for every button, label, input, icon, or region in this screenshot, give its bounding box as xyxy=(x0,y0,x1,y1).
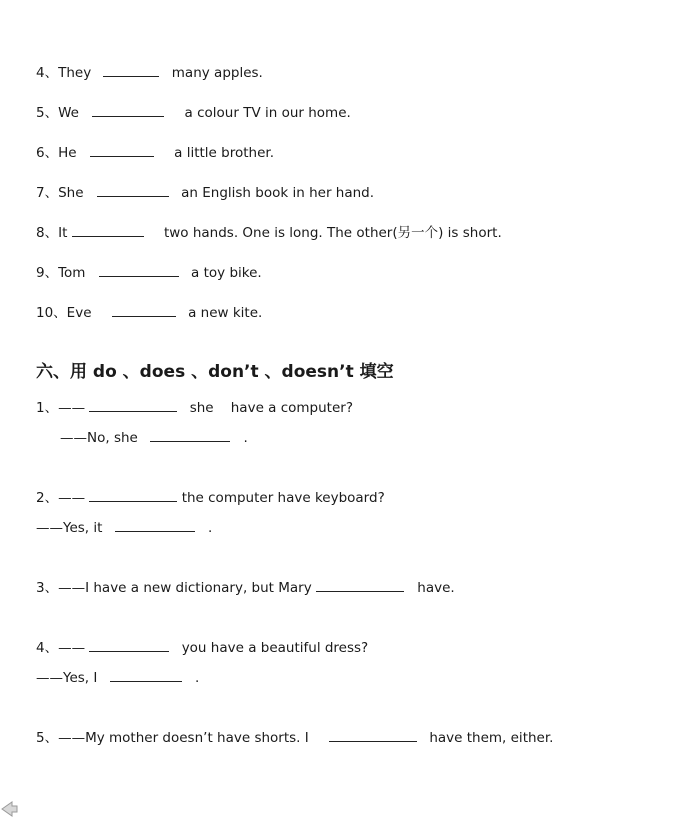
question-8 xyxy=(36,222,502,242)
answer-blank[interactable] xyxy=(115,517,195,532)
question-prefix: 4、—— xyxy=(36,640,86,656)
question-4 xyxy=(36,62,263,82)
question-prefix: 7、She xyxy=(36,185,84,201)
s6-answer-2 xyxy=(36,517,212,537)
answer-prefix: ——No, she xyxy=(60,430,138,446)
question-text: a colour TV in our home. xyxy=(184,105,351,121)
question-text: the computer have keyboard? xyxy=(181,490,385,506)
s6-question-1 xyxy=(36,397,353,417)
answer-prefix: ——Yes, it xyxy=(36,520,103,536)
question-6 xyxy=(36,142,274,162)
back-arrow-icon[interactable] xyxy=(0,798,18,820)
answer-blank[interactable] xyxy=(89,397,177,412)
answer-blank[interactable] xyxy=(92,102,164,117)
question-prefix: 5、We xyxy=(36,105,79,121)
answer-blank[interactable] xyxy=(112,302,176,317)
question-prefix: 2、—— xyxy=(36,490,86,506)
question-9 xyxy=(36,262,262,282)
answer-blank[interactable] xyxy=(89,637,169,652)
question-text: you have a beautiful dress? xyxy=(181,640,369,656)
answer-prefix: ——Yes, I xyxy=(36,670,98,686)
s6-question-3 xyxy=(36,577,455,597)
s6-question-2 xyxy=(36,487,385,507)
answer-blank[interactable] xyxy=(110,667,182,682)
s6-answer-4 xyxy=(36,667,199,687)
answer-blank[interactable] xyxy=(316,577,404,592)
section-heading: 六、用 do 、does 、don’t 、doesn’t 填空 xyxy=(36,362,394,382)
question-10 xyxy=(36,302,262,322)
question-text: have them, either. xyxy=(429,730,554,746)
question-prefix: 4、They xyxy=(36,65,92,81)
question-text: a new kite. xyxy=(188,305,263,321)
answer-blank[interactable] xyxy=(150,427,230,442)
question-7 xyxy=(36,182,374,202)
answer-blank[interactable] xyxy=(72,222,144,237)
question-prefix: 6、He xyxy=(36,145,77,161)
question-prefix: 10、Eve xyxy=(36,305,92,321)
question-text: a little brother. xyxy=(174,145,274,161)
s6-question-5 xyxy=(36,727,553,747)
answer-blank[interactable] xyxy=(99,262,179,277)
question-prefix: 9、Tom xyxy=(36,265,86,281)
question-text: two hands. One is long. The other(另一个) is short. xyxy=(163,225,502,241)
answer-blank[interactable] xyxy=(97,182,169,197)
question-text: many apples. xyxy=(171,65,263,81)
question-text: she have a computer? xyxy=(189,400,353,416)
question-5 xyxy=(36,102,351,122)
question-prefix: 1、—— xyxy=(36,400,86,416)
question-prefix: 3、——I have a new dictionary, but Mary xyxy=(36,580,312,596)
answer-suffix: . xyxy=(243,430,248,446)
question-text: a toy bike. xyxy=(191,265,262,281)
question-prefix: 5、——My mother doesn’t have shorts. I xyxy=(36,730,309,746)
answer-suffix: . xyxy=(208,520,213,536)
question-prefix: 8、It xyxy=(36,225,68,241)
answer-blank[interactable] xyxy=(329,727,417,742)
answer-suffix: . xyxy=(194,670,200,686)
s6-question-4 xyxy=(36,637,368,657)
question-text: have. xyxy=(417,580,455,596)
answer-blank[interactable] xyxy=(103,62,159,77)
answer-blank[interactable] xyxy=(90,142,154,157)
answer-blank[interactable] xyxy=(89,487,177,502)
s6-answer-1 xyxy=(60,427,248,447)
question-text: an English book in her hand. xyxy=(181,185,375,201)
